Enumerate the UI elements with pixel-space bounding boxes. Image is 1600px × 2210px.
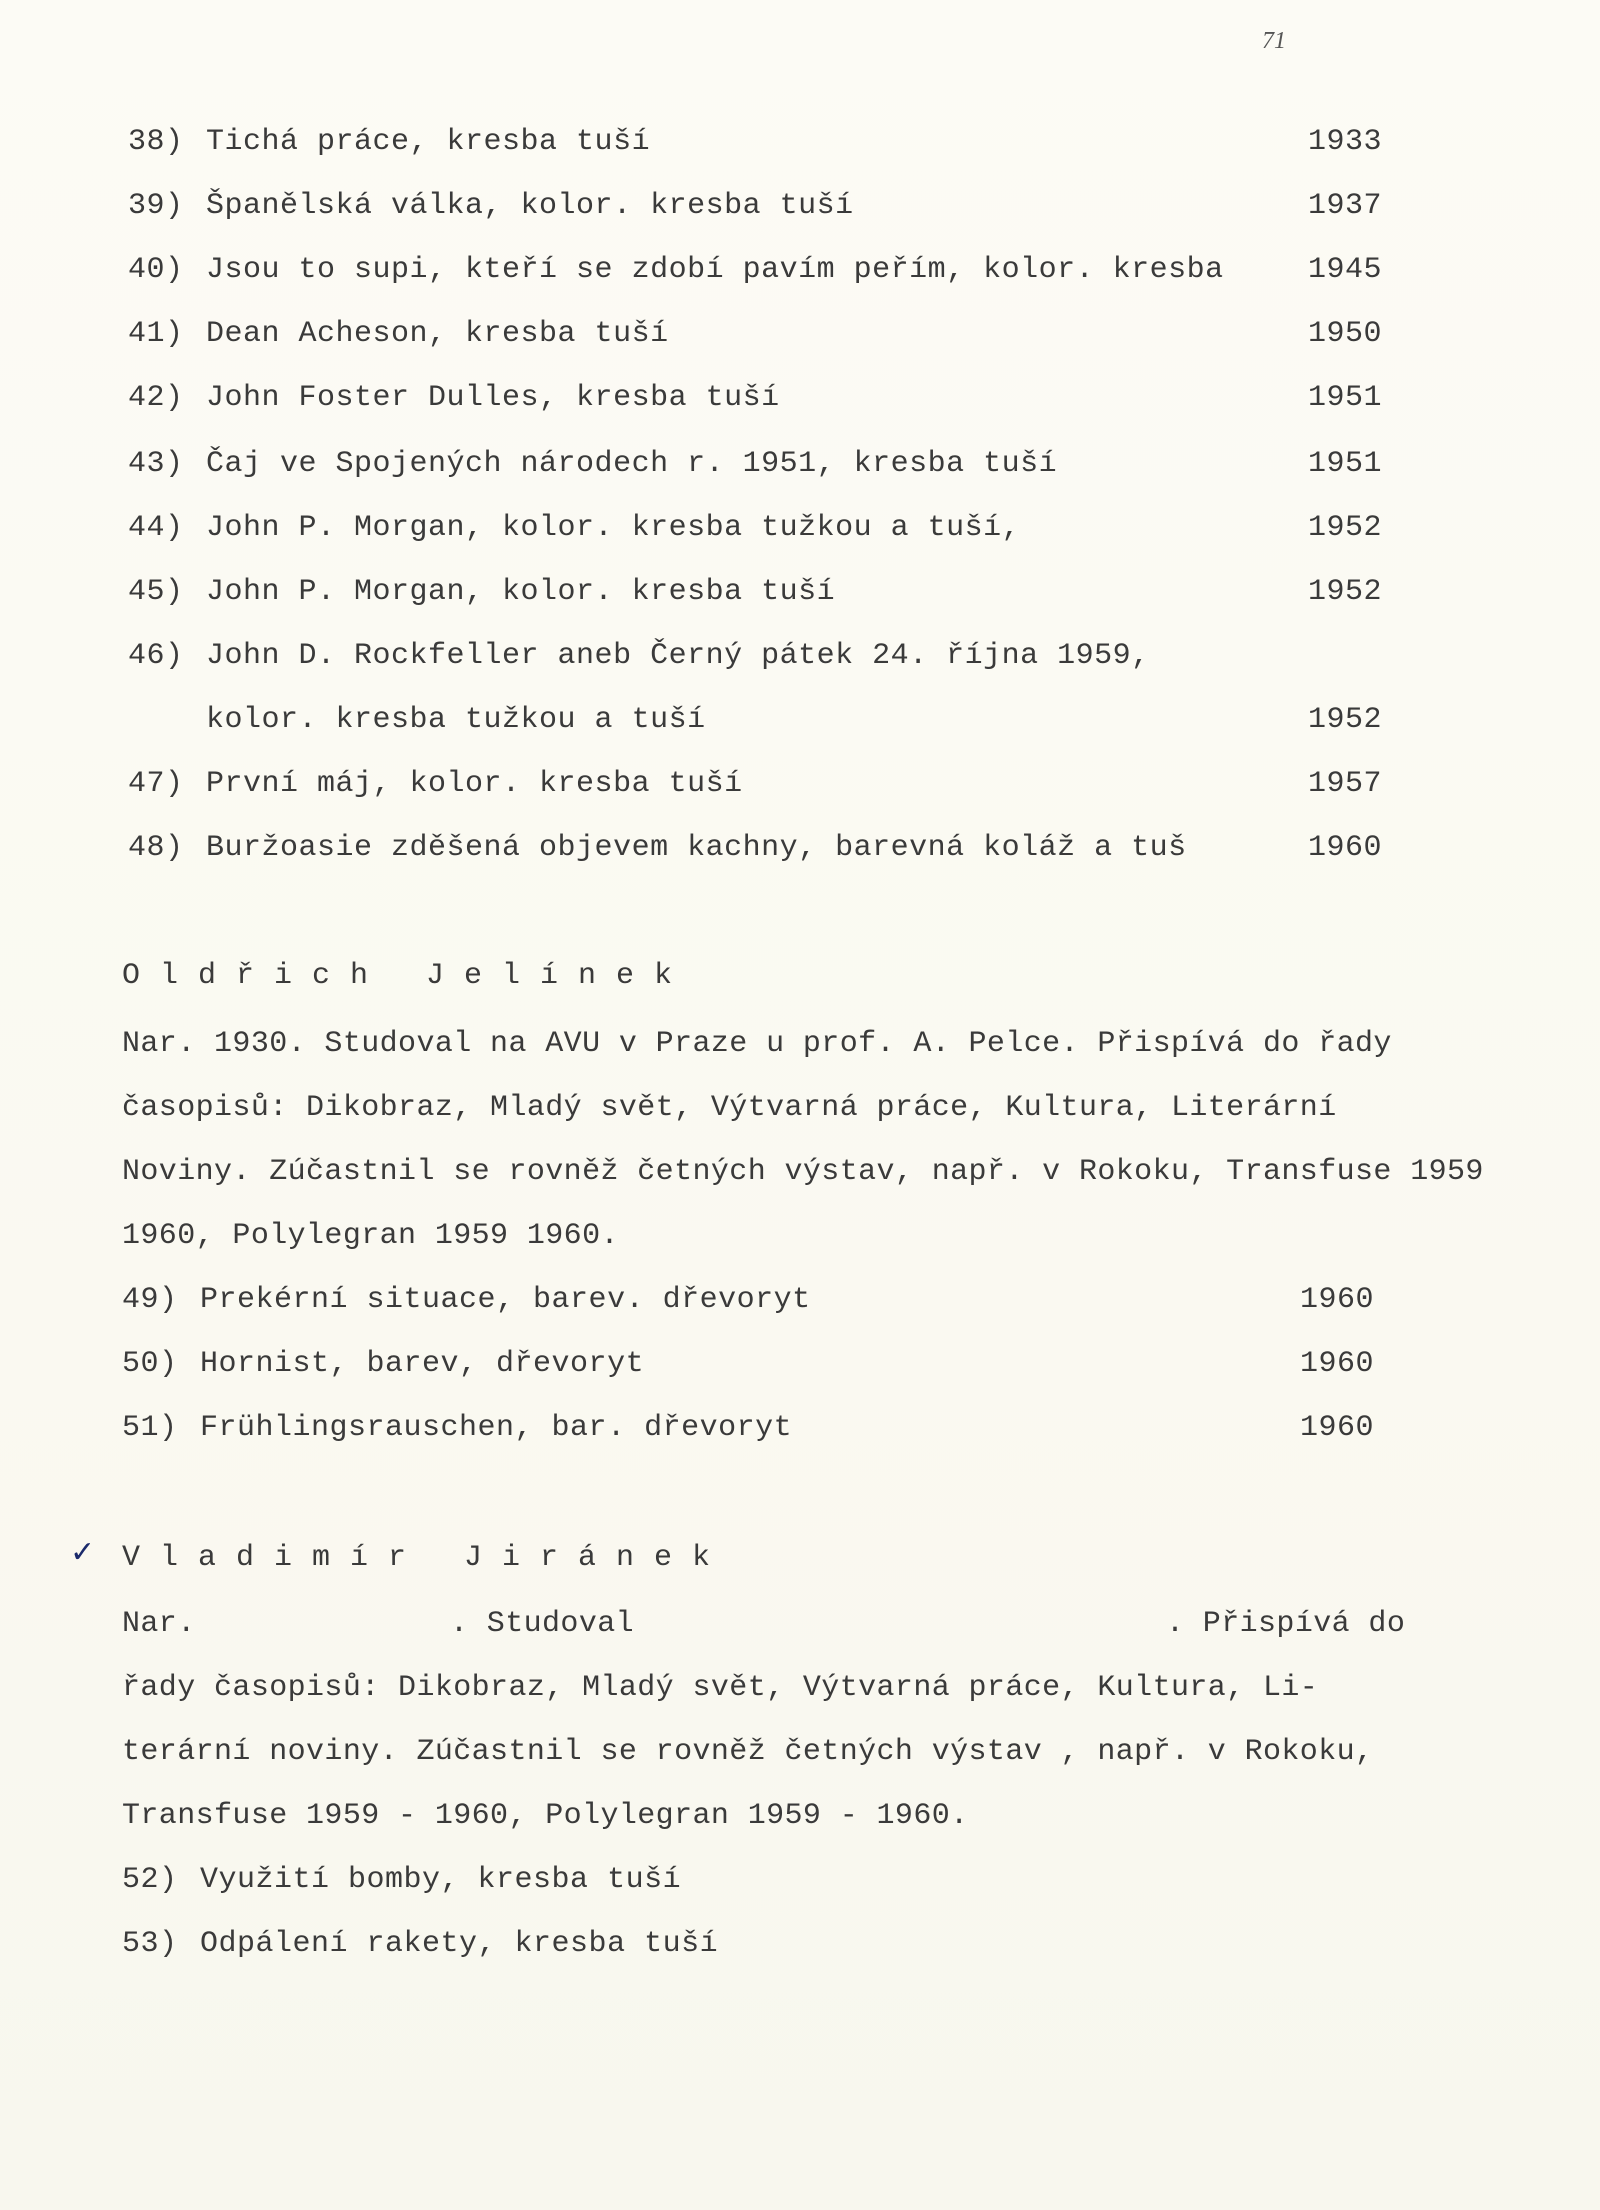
bio-prispiva: . Přispívá do [1166, 1607, 1406, 1641]
bio-studoval: . Studoval [450, 1607, 635, 1641]
bio-line: terární noviny. Zúčastnil se rovněž četných výstav , např. v Rokoku, [122, 1735, 1374, 1769]
check-mark-icon: ✓ [70, 1535, 96, 1570]
bio-line: řady časopisů: Dikobraz, Mladý svět, Výtvarná práce, Kultura, Li- [122, 1671, 1319, 1705]
bio-line: časopisů: Dikobraz, Mladý svět, Výtvarná práce, Kultura, Literární [122, 1091, 1337, 1125]
bio-line: Nar. 1930. Studoval na AVU v Praze u prof. A. Pelce. Přispívá do řady [122, 1027, 1392, 1061]
bio-line: Transfuse 1959 - 1960, Polylegran 1959 - 1960. [122, 1799, 969, 1833]
bio-nar: Nar. [122, 1607, 196, 1641]
document-page: 71 38) Tichá práce, kresba tuší 1933 39) Španělská válka, kolor. kresba tuší 1937 40) Jsou to supi, kteří se zdobí pavím peřím, kolor. kresba 1945 41) Dean Acheson, kresba tuší 1950 42) John Foster Dulles, kresba tuší 1951 43) Čaj ve Spojených národech r. 1951, kresba tuší 1951 44) John P. Morgan, kolor. kresba tužkou a tuší, 1952 45) John P. Morgan, kolor. kresba tuší 1952 46) John D. Rockfeller aneb Černý pátek 24. října 1959, kolor. kresba tužkou a tuší 1952 47) První máj, kolor. kresba tuší 1957 48) Buržoasie zděšená objevem kachny, barevná koláž a tuš 1960 Oldřich Jelínek Nar. 1930. Studoval na AVU v Praze u prof. A. Pelce. Přispívá do řady časopisů: Dikobraz, Mladý svět, Výtvarná práce, Kultura, Literární Noviny. Zúčastnil se rovněž četných výstav, např. v Rokoku, Transfuse 1959 1960, Polylegran 1959 1960. 49) Prekérní situace, barev. dřevoryt 1960 50) Hornist, barev, dřevoryt 1960 51) Frühlingsrauschen, bar. dřevoryt 1960 ✓ Vladimír Jiránek Nar. . Studoval . Přispívá do řady časopisů: Dikobraz, Mladý svět, Výtvarná práce, Kultura, Li- terární noviny. Zúčastnil se rovněž četných výstav , např. v Rokoku, Transfuse 1959 - 1960, Polylegran 1959 - 1960. 52) Využití bomby, kresba tuší 53) Odpálení rakety, kresba tuší [0, 0, 1600, 2210]
page-number-mark: 71 [1262, 28, 1286, 54]
artist-heading: Vladimír Jiránek [122, 1541, 731, 1575]
bio-line: Noviny. Zúčastnil se rovněž četných výstav, např. v Rokoku, Transfuse 1959 [122, 1155, 1484, 1189]
artist-heading: Oldřich Jelínek [122, 959, 693, 993]
bio-line: 1960, Polylegran 1959 1960. [122, 1219, 619, 1253]
